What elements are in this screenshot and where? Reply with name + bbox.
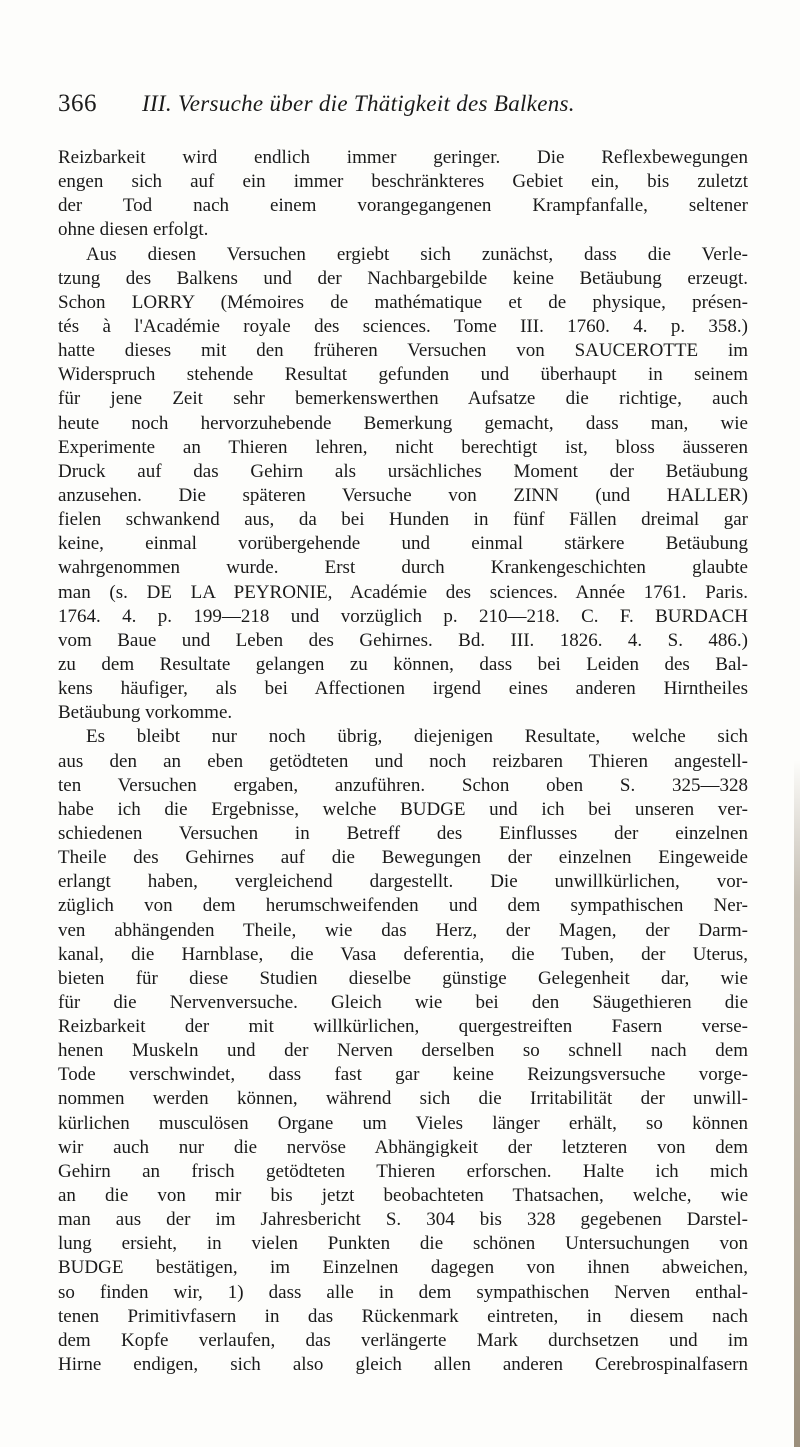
text-line: tés à l'Académie royale des sciences. Tome III. 1760. 4. p. 358.) [58, 315, 748, 337]
text-line: Theile des Gehirnes auf die Bewegungen der einzelnen Eingeweide [58, 847, 748, 869]
text-line: vom Baue und Leben des Gehirnes. Bd. III. 1826. 4. S. 486.) [58, 629, 748, 651]
text-line: engen sich auf ein immer beschränkteres Gebiet ein, bis zuletzt [58, 171, 748, 193]
text-line: Tode verschwindet, dass fast gar keine Reizungsversuche vorge- [58, 1064, 748, 1086]
page-header [58, 90, 758, 130]
text-line: kanal, die Harnblase, die Vasa deferentia, die Tuben, der Uterus, [58, 943, 748, 965]
text-line: zu dem Resultate gelangen zu können, dass bei Leiden des Bal- [58, 653, 748, 675]
page-number: 366 [58, 90, 97, 117]
text-line: nommen werden können, während sich die Irritabilität der unwill- [58, 1088, 748, 1110]
running-title: III. Versuche über die Thätigkeit des Balkens. [142, 91, 575, 116]
text-line: Aus diesen Versuchen ergiebt sich zunächst, dass die Verle- [86, 243, 748, 265]
text-line: tzung des Balkens und der Nachbargebilde keine Betäubung erzeugt. [58, 267, 748, 289]
text-line: lung ersieht, in vielen Punkten die schönen Untersuchungen von [58, 1233, 748, 1255]
text-line: Druck auf das Gehirn als ursächliches Moment der Betäubung [58, 460, 748, 482]
text-line: bieten für diese Studien dieselbe günstige Gelegenheit dar, wie [58, 967, 748, 989]
text-line: für jene Zeit sehr bemerkenswerthen Aufsatze die richtige, auch [58, 388, 748, 410]
text-line: Schon LORRY (Mémoires de mathématique et de physique, présen- [58, 291, 748, 313]
text-line: der Tod nach einem vorangegangenen Krampfanfalle, seltener [58, 195, 748, 217]
text-line: BUDGE bestätigen, im Einzelnen dagegen von ihnen abweichen, [58, 1257, 748, 1279]
text-line: Es bleibt nur noch übrig, diejenigen Resultate, welche sich [86, 726, 748, 748]
text-line: wir auch nur die nervöse Abhängigkeit der letzteren von dem [58, 1136, 748, 1158]
text-line: 1764. 4. p. 199—218 und vorzüglich p. 210—218. C. F. BURDACH [58, 605, 748, 627]
text-line: man aus der im Jahresbericht S. 304 bis 328 gegebenen Darstel- [58, 1209, 748, 1231]
text-line: für die Nervenversuche. Gleich wie bei den Säugethieren die [58, 991, 748, 1013]
text-line: keine, einmal vorübergehende und einmal stärkere Betäubung [58, 533, 748, 555]
text-line: erlangt haben, vergleichend dargestellt. Die unwillkürlichen, vor- [58, 871, 748, 893]
text-line: habe ich die Ergebnisse, welche BUDGE und ich bei unseren ver- [58, 798, 748, 820]
text-line: Reizbarkeit wird endlich immer geringer. Die Reflexbewegungen [58, 147, 748, 168]
text-line: an die von mir bis jetzt beobachteten Thatsachen, welche, wie [58, 1185, 748, 1207]
text-line: heute noch hervorzuhebende Bemerkung gemacht, dass man, wie [58, 412, 748, 434]
text-line: dem Kopfe verlaufen, das verlängerte Mark durchsetzen und im [58, 1329, 748, 1351]
body-text [58, 146, 748, 1377]
text-line: Betäubung vorkomme. [58, 702, 233, 724]
text-line: hatte dieses mit den früheren Versuchen von SAUCEROTTE im [58, 340, 748, 362]
text-line: tenen Primitivfasern in das Rückenmark eintreten, in diesem nach [58, 1305, 748, 1327]
text-line: kürlichen musculösen Organe um Vieles länger erhält, so können [58, 1112, 748, 1134]
text-line: ven abhängenden Theile, wie das Herz, der Magen, der Darm- [58, 919, 748, 941]
text-line: ten Versuchen ergaben, anzuführen. Schon oben S. 325—328 [58, 774, 748, 796]
text-line: züglich von dem herumschweifenden und dem sympathischen Ner- [58, 895, 748, 917]
text-line: Hirne endigen, sich also gleich allen anderen Cerebrospinalfasern [58, 1354, 748, 1376]
text-line: Widerspruch stehende Resultat gefunden und überhaupt in seinem [58, 364, 748, 386]
page-edge-shadow [794, 760, 800, 1447]
text-line: fielen schwankend aus, da bei Hunden in fünf Fällen dreimal gar [58, 509, 748, 531]
text-line: wahrgenommen wurde. Erst durch Krankengeschichten glaubte [58, 557, 748, 579]
text-line: anzusehen. Die späteren Versuche von ZINN (und HALLER) [58, 484, 748, 506]
text-line: ohne diesen erfolgt. [58, 219, 209, 241]
text-line: Gehirn an frisch getödteten Thieren erforschen. Halte ich mich [58, 1160, 748, 1182]
text-line: kens häufiger, als bei Affectionen irgend eines anderen Hirntheiles [58, 678, 748, 700]
text-line: schiedenen Versuchen in Betreff des Einflusses der einzelnen [58, 822, 748, 844]
text-line: man (s. DE LA PEYRONIE, Académie des sciences. Année 1761. Paris. [58, 581, 748, 603]
text-line: henen Muskeln und der Nerven derselben so schnell nach dem [58, 1040, 748, 1062]
text-line: aus den an eben getödteten und noch reizbaren Thieren angestell- [58, 750, 748, 772]
text-line: Reizbarkeit der mit willkürlichen, quergestreiften Fasern verse- [58, 1016, 748, 1038]
text-line: so finden wir, 1) dass alle in dem sympathischen Nerven enthal- [58, 1281, 748, 1303]
text-line: Experimente an Thieren lehren, nicht berechtigt ist, bloss äusseren [58, 436, 748, 458]
